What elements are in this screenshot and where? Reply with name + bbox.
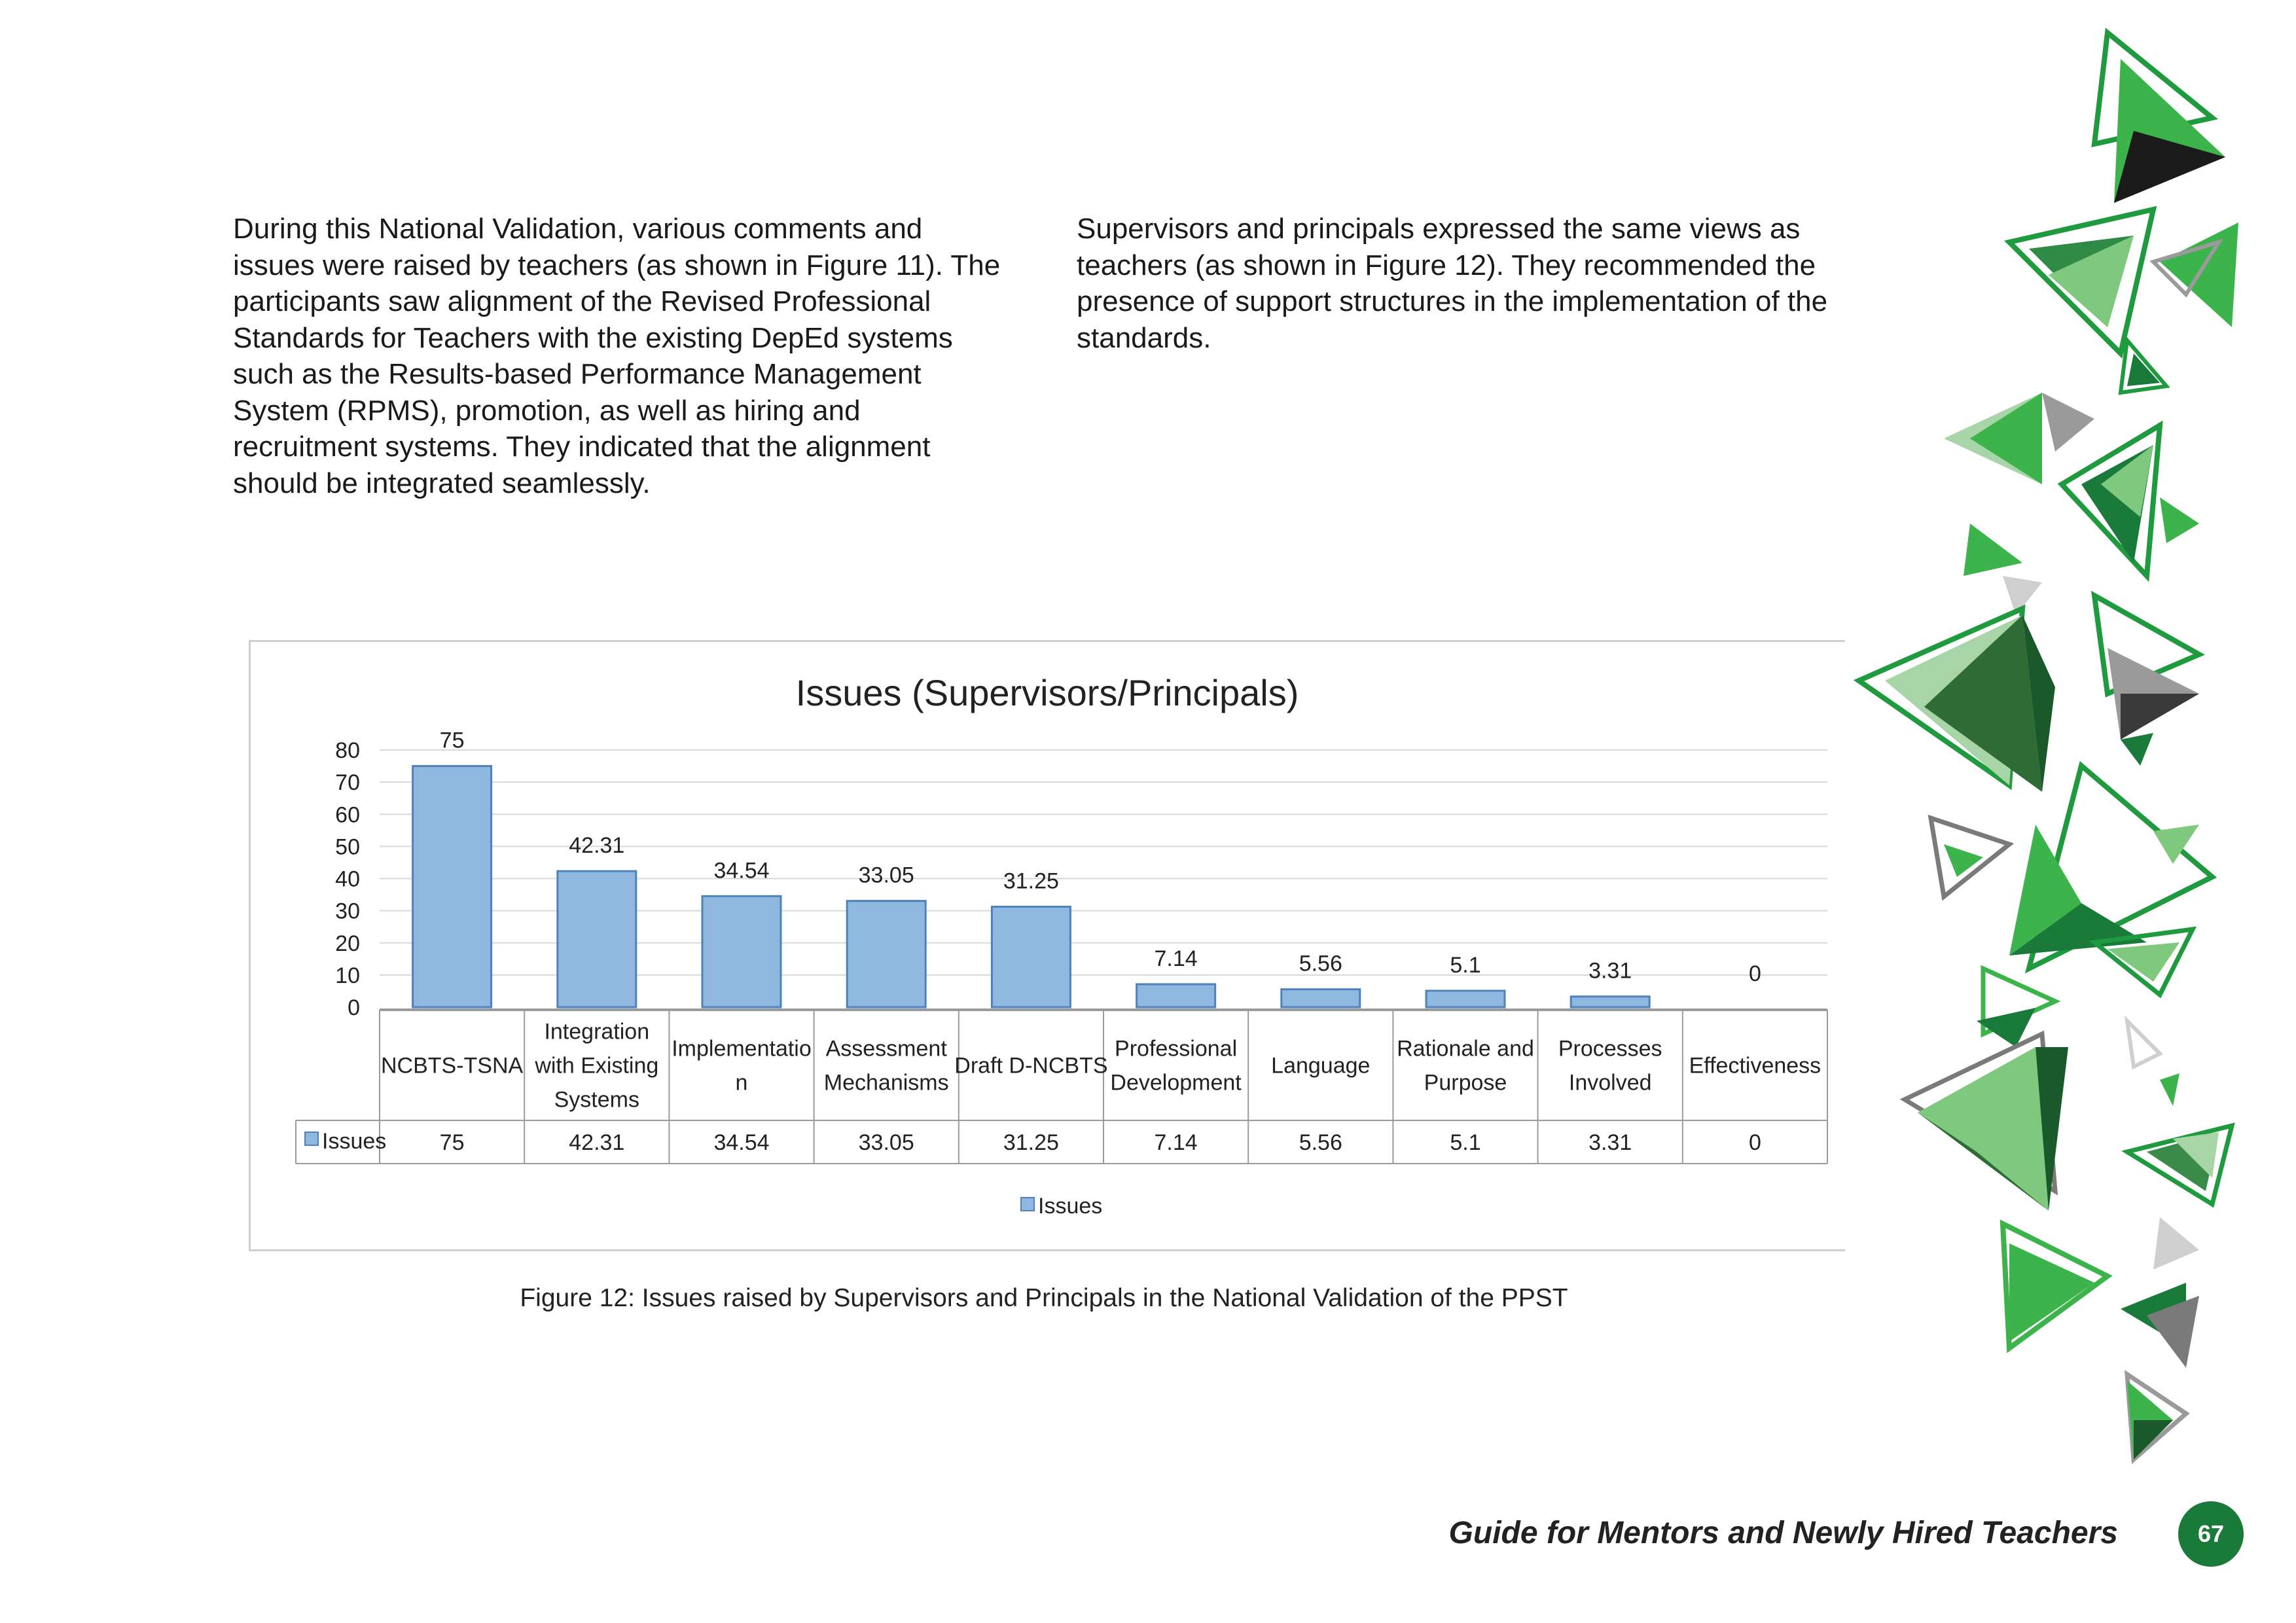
table-value: 3.31 (1588, 1130, 1632, 1155)
data-label: 75 (439, 728, 465, 753)
y-tick-label: 70 (335, 770, 360, 796)
bar (847, 901, 925, 1007)
legend-swatch (1021, 1198, 1034, 1211)
page-number-badge: 67 (2178, 1501, 2244, 1567)
table-value: 34.54 (713, 1130, 770, 1155)
triangle-decoration-group (1859, 33, 2238, 1459)
x-category-label: Purpose (1424, 1070, 1507, 1096)
x-category-label: Assessment (825, 1036, 947, 1061)
y-tick-label: 20 (335, 931, 360, 956)
table-value: 31.25 (1003, 1130, 1059, 1155)
x-category-label: Development (1110, 1070, 1242, 1096)
data-label: 31.25 (1003, 868, 1059, 894)
y-tick-label: 10 (335, 963, 360, 988)
footer-title: Guide for Mentors and Newly Hired Teachers (1448, 1516, 2118, 1550)
body-paragraph-right: Supervisors and principals expressed the same views as teachers (as shown in Figure 12). They recommended the presence of support structures in the implementation of the standards. (1077, 213, 1828, 354)
x-category-label: Effectiveness (1689, 1053, 1821, 1079)
legend-label: Issues (1038, 1194, 1103, 1219)
x-category-label: Draft D-NCBTS (954, 1053, 1108, 1079)
bar (558, 871, 636, 1007)
data-label: 7.14 (1154, 946, 1198, 971)
chart-title: Issues (Supervisors/Principals) (795, 672, 1299, 713)
table-value: 0 (1748, 1130, 1761, 1155)
y-tick-label: 80 (335, 738, 360, 763)
bar (702, 896, 781, 1007)
data-label: 0 (1748, 961, 1761, 986)
bar (992, 906, 1070, 1007)
x-category-label: Systems (554, 1087, 639, 1113)
series-key-swatch (305, 1132, 318, 1145)
issues-bar-chart (249, 640, 1843, 1247)
y-tick-label: 0 (348, 995, 360, 1020)
body-paragraph-left: During this National Validation, various comments and issues were raised by teachers (as shown in Figure 11). The participants saw alignment of the Revised Professional Standards for Teachers with the existing DepEd systems such as the Results-based Performance Management System (RPMS), promotion, as well as hiring and recruitment systems. They indicated that the alignment should be integrated seamlessly. (233, 213, 1001, 499)
bar (413, 766, 492, 1007)
figure-caption: Figure 12: Issues raised by Supervisors and Principals in the National Validation of the PPST (520, 1284, 1568, 1312)
table-value: 5.1 (1450, 1130, 1481, 1155)
x-category-label: Implementatio (672, 1036, 812, 1061)
data-label: 34.54 (713, 858, 770, 883)
data-label: 42.31 (569, 833, 625, 859)
table-value: 33.05 (858, 1130, 914, 1155)
bar (1571, 997, 1649, 1007)
x-category-label: Mechanisms (823, 1070, 949, 1096)
data-label: 33.05 (858, 863, 914, 888)
x-category-label: Professional (1115, 1036, 1238, 1061)
bar (1282, 990, 1360, 1007)
y-tick-label: 30 (335, 899, 360, 924)
table-value: 7.14 (1154, 1130, 1198, 1155)
y-tick-label: 60 (335, 802, 360, 828)
bar (1137, 984, 1215, 1007)
y-tick-label: 50 (335, 834, 360, 860)
triangle-decoration-graphic (1846, 0, 2296, 1505)
table-value: 75 (439, 1130, 465, 1155)
data-label: 3.31 (1588, 958, 1632, 984)
x-category-label: Language (1271, 1053, 1371, 1079)
data-label: 5.1 (1450, 952, 1481, 978)
bar (1426, 991, 1505, 1007)
x-category-label: Involved (1568, 1070, 1652, 1096)
x-category-label: with Existing (535, 1053, 659, 1079)
x-category-label: Processes (1558, 1036, 1662, 1061)
y-tick-label: 40 (335, 866, 360, 892)
series-key-label: Issues (322, 1129, 387, 1154)
table-value: 5.56 (1299, 1130, 1342, 1155)
x-category-label: NCBTS-TSNA (380, 1053, 524, 1079)
x-category-label: Rationale and (1397, 1036, 1534, 1061)
x-category-label: n (735, 1070, 748, 1096)
x-category-label: Integration (544, 1019, 650, 1044)
data-label: 5.56 (1299, 951, 1342, 976)
table-value: 42.31 (569, 1130, 625, 1155)
